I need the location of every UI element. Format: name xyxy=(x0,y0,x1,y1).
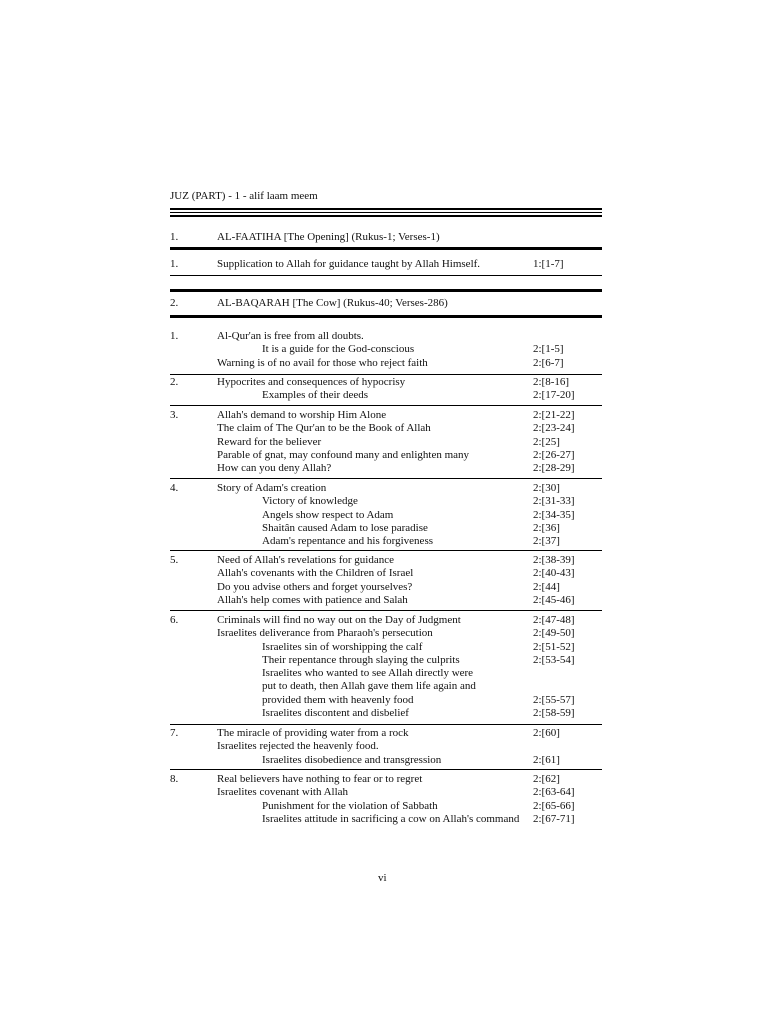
ruku-text: Israelites who wanted to see Allah directly were xyxy=(262,667,474,680)
surah-title: AL-BAQARAH [The Cow] (Rukus-40; Verses-286) xyxy=(217,297,448,309)
row-divider xyxy=(170,275,602,276)
row-divider xyxy=(170,769,602,770)
ruku-text: Adam's repentance and his forgiveness xyxy=(262,535,434,548)
ruku-row xyxy=(170,422,602,435)
ruku-text: Warning is of no avail for those who reject faith xyxy=(217,356,428,369)
verse-ref: 2:[63-64] xyxy=(533,786,575,799)
verse-ref: 2:[23-24] xyxy=(533,422,575,435)
section-rule xyxy=(170,289,602,292)
ruku-group xyxy=(170,376,602,403)
verse-ref: 2:[45-46] xyxy=(533,593,575,606)
ruku-row xyxy=(170,581,602,594)
header-rule xyxy=(170,212,602,213)
verse-ref: 2:[47-48] xyxy=(533,614,575,626)
ruku-group xyxy=(170,727,602,767)
ruku-group xyxy=(170,554,602,607)
ruku-row xyxy=(170,680,602,693)
verse-ref: 2:[25] xyxy=(533,435,560,448)
ruku-row xyxy=(170,409,602,422)
verse-ref: 2:[21-22] xyxy=(533,409,575,421)
verse-ref: 2:[17-20] xyxy=(533,389,575,402)
row-divider xyxy=(170,724,602,725)
verse-ref: 2:[1-5] xyxy=(533,343,564,356)
ruku-text: It is a guide for the God-conscious xyxy=(262,343,415,356)
ruku-row xyxy=(170,694,602,707)
ruku-text: Israelites discontent and disbelief xyxy=(262,707,409,720)
verse-ref: 2:[37] xyxy=(533,535,560,548)
ruku-row xyxy=(170,449,602,462)
ruku-row xyxy=(170,482,602,495)
ruku-number: 4. xyxy=(170,482,179,494)
row-divider xyxy=(170,374,602,375)
ruku-text: How can you deny Allah? xyxy=(217,462,332,475)
surah-number: 1. xyxy=(170,231,179,243)
ruku-text: Supplication to Allah for guidance taught by Allah Himself. xyxy=(217,258,481,270)
ruku-text: Punishment for the violation of Sabbath xyxy=(262,799,438,812)
ruku-number: 2. xyxy=(170,376,179,388)
ruku-row xyxy=(170,707,602,720)
row-divider xyxy=(170,478,602,479)
ruku-group xyxy=(170,482,602,548)
ruku-text: Victory of knowledge xyxy=(262,495,358,508)
ruku-text: Israelites rejected the heavenly food. xyxy=(217,740,379,753)
verse-ref: 2:[51-52] xyxy=(533,640,575,653)
ruku-row xyxy=(170,522,602,535)
ruku-text: Israelites disobedience and transgression xyxy=(262,753,442,766)
verse-ref: 1:[1-7] xyxy=(533,258,564,270)
surah-number: 2. xyxy=(170,297,179,309)
ruku-row xyxy=(170,786,602,799)
ruku-row xyxy=(170,330,602,343)
ruku-text: Al-Qur'an is free from all doubts. xyxy=(217,330,364,342)
page-header: JUZ (PART) - 1 - alif laam meem xyxy=(170,190,318,202)
ruku-row xyxy=(170,389,602,402)
ruku-text: provided them with heavenly food xyxy=(262,693,414,706)
verse-ref: 2:[49-50] xyxy=(533,627,575,640)
ruku-text: Israelites sin of worshipping the calf xyxy=(262,640,423,653)
ruku-row xyxy=(170,357,602,370)
ruku-row xyxy=(170,813,602,826)
ruku-text: Allah's demand to worship Him Alone xyxy=(217,409,387,421)
ruku-number: 5. xyxy=(170,554,179,566)
ruku-number: 7. xyxy=(170,727,179,739)
ruku-row xyxy=(170,509,602,522)
ruku-row xyxy=(170,727,602,740)
ruku-number: 6. xyxy=(170,614,179,626)
verse-ref: 2:[6-7] xyxy=(533,356,564,369)
ruku-text: Their repentance through slaying the culprits xyxy=(262,653,460,666)
ruku-row xyxy=(170,667,602,680)
ruku-text: Do you advise others and forget yourselves? xyxy=(217,580,413,593)
ruku-text: Allah's help comes with patience and Salah xyxy=(217,593,408,606)
ruku-row xyxy=(170,740,602,753)
verse-ref: 2:[60] xyxy=(533,727,560,739)
verse-ref: 2:[28-29] xyxy=(533,462,575,475)
header-rule xyxy=(170,208,602,210)
ruku-row xyxy=(170,773,602,786)
verse-ref: 2:[58-59] xyxy=(533,707,575,720)
verse-ref: 2:[55-57] xyxy=(533,693,575,706)
ruku-text: put to death, then Allah gave them life again and xyxy=(262,680,476,693)
surah-title: AL-FAATIHA [The Opening] (Rukus-1; Verses-1) xyxy=(217,231,440,243)
section-rule xyxy=(170,315,602,318)
ruku-number: 1. xyxy=(170,330,179,342)
ruku-row xyxy=(170,641,602,654)
verse-ref: 2:[36] xyxy=(533,521,560,534)
ruku-text: Need of Allah's revelations for guidance xyxy=(217,554,395,566)
verse-ref: 2:[26-27] xyxy=(533,448,575,461)
ruku-row xyxy=(170,436,602,449)
ruku-text: Shaitân caused Adam to lose paradise xyxy=(262,521,428,534)
verse-ref: 2:[34-35] xyxy=(533,508,575,521)
section-rule xyxy=(170,247,602,250)
ruku-row xyxy=(170,567,602,580)
ruku-text: Israelites attitude in sacrificing a cow on Allah's command xyxy=(262,812,520,825)
verse-ref: 2:[53-54] xyxy=(533,653,575,666)
ruku-text: Real believers have nothing to fear or to regret xyxy=(217,773,423,785)
verse-ref: 2:[65-66] xyxy=(533,799,575,812)
ruku-text: Allah's covenants with the Children of Israel xyxy=(217,567,414,580)
verse-ref: 2:[31-33] xyxy=(533,495,575,508)
ruku-text: Story of Adam's creation xyxy=(217,482,327,494)
ruku-row xyxy=(170,654,602,667)
ruku-text: Hypocrites and consequences of hypocrisy xyxy=(217,376,406,388)
ruku-row xyxy=(170,376,602,389)
header-rule xyxy=(170,215,602,217)
ruku-text: Reward for the believer xyxy=(217,435,322,448)
ruku-text: The claim of The Qur'an to be the Book of Allah xyxy=(217,422,431,435)
ruku-text: Criminals will find no way out on the Day of Judgment xyxy=(217,614,461,626)
ruku-row xyxy=(170,800,602,813)
ruku-row xyxy=(170,343,602,356)
ruku-row xyxy=(170,754,602,767)
ruku-row xyxy=(170,535,602,548)
ruku-text: Angels show respect to Adam xyxy=(262,508,394,521)
verse-ref: 2:[67-71] xyxy=(533,812,575,825)
ruku-row xyxy=(170,462,602,475)
verse-ref: 2:[8-16] xyxy=(533,376,570,388)
verse-ref: 2:[61] xyxy=(533,753,560,766)
ruku-group xyxy=(170,330,602,370)
verse-ref: 2:[38-39] xyxy=(533,554,575,566)
ruku-number: 3. xyxy=(170,409,179,421)
ruku-number: 8. xyxy=(170,773,179,785)
ruku-text: Parable of gnat, may confound many and enlighten many xyxy=(217,448,470,461)
ruku-group xyxy=(170,409,602,475)
ruku-group xyxy=(170,773,602,826)
verse-ref: 2:[44] xyxy=(533,580,560,593)
ruku-text: The miracle of providing water from a rock xyxy=(217,727,409,739)
verse-ref: 2:[62] xyxy=(533,773,560,785)
ruku-row xyxy=(170,614,602,627)
ruku-group xyxy=(170,614,602,720)
verse-ref: 2:[30] xyxy=(533,482,560,494)
ruku-row xyxy=(170,594,602,607)
ruku-row xyxy=(170,627,602,640)
verse-ref: 2:[40-43] xyxy=(533,567,575,580)
row-divider xyxy=(170,550,602,551)
ruku-text: Israelites deliverance from Pharaoh's persecution xyxy=(217,627,433,640)
page-number: vi xyxy=(378,872,387,884)
ruku-number: 1. xyxy=(170,258,179,270)
ruku-text: Israelites covenant with Allah xyxy=(217,786,349,799)
ruku-text: Examples of their deeds xyxy=(262,389,368,402)
ruku-row xyxy=(170,495,602,508)
row-divider xyxy=(170,405,602,406)
row-divider xyxy=(170,610,602,611)
ruku-row xyxy=(170,554,602,567)
